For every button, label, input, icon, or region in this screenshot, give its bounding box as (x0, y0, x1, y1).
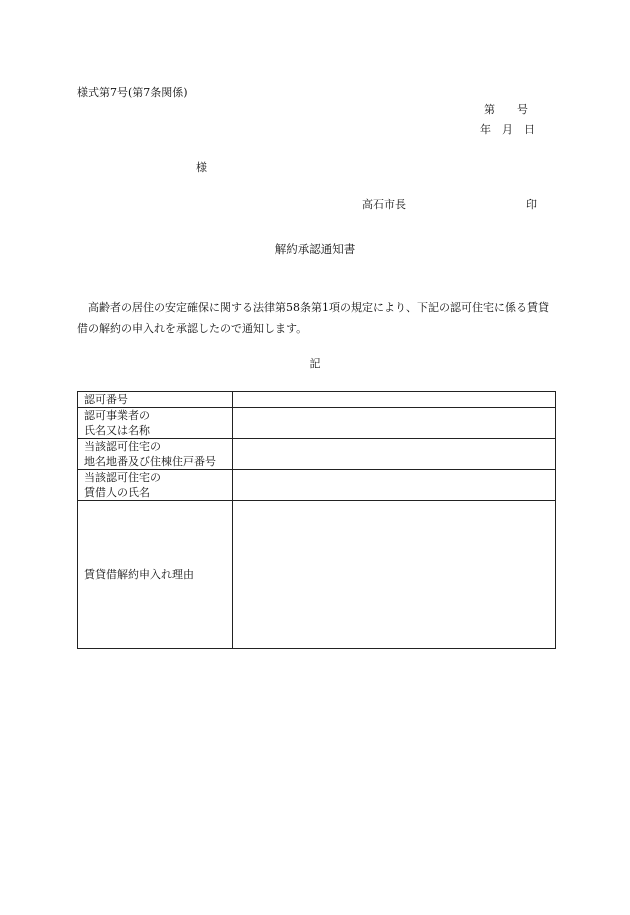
row-label (78, 392, 233, 408)
value-cell (233, 439, 556, 470)
label-line: 認可事業者の (84, 409, 150, 422)
label-line: 賃貸借解約申入れ理由 (84, 568, 194, 581)
value-cell (233, 408, 556, 439)
value-cell (233, 392, 556, 408)
value-cell (233, 501, 556, 649)
table-row (78, 501, 556, 649)
document-title: 解約承認通知書 (274, 242, 356, 256)
issuer-name: 高石市長 (362, 198, 406, 211)
row-label (78, 408, 233, 439)
label-line: 当該認可住宅の (84, 440, 161, 453)
details-table (77, 391, 556, 649)
label-line: 認可番号 (84, 393, 128, 406)
document-date: 年 月 日 (480, 123, 535, 136)
value-cell (233, 470, 556, 501)
label-line: 地名地番及び住棟住戸番号 (84, 455, 216, 468)
recipient-honorific: 様 (196, 161, 207, 174)
label-line: 氏名又は名称 (84, 424, 150, 437)
table-row (78, 470, 556, 501)
table-row (78, 408, 556, 439)
row-label (78, 439, 233, 470)
document-number: 第 号 (484, 103, 528, 116)
seal-mark: 印 (526, 198, 537, 211)
body-paragraph: 高齢者の居住の安定確保に関する法律第58条第1項の規定により、下記の認可住宅に係る賃貸借の解約の申入れを承認したので通知します。 (77, 301, 549, 335)
table-row (78, 439, 556, 470)
label-line: 賃借人の氏名 (84, 486, 150, 499)
label-line: 当該認可住宅の (84, 471, 161, 484)
table-row (78, 392, 556, 408)
row-label (78, 470, 233, 501)
ki-heading: 記 (309, 357, 321, 370)
form-number: 様式第7号(第7条関係) (77, 86, 188, 99)
row-label (78, 501, 233, 649)
